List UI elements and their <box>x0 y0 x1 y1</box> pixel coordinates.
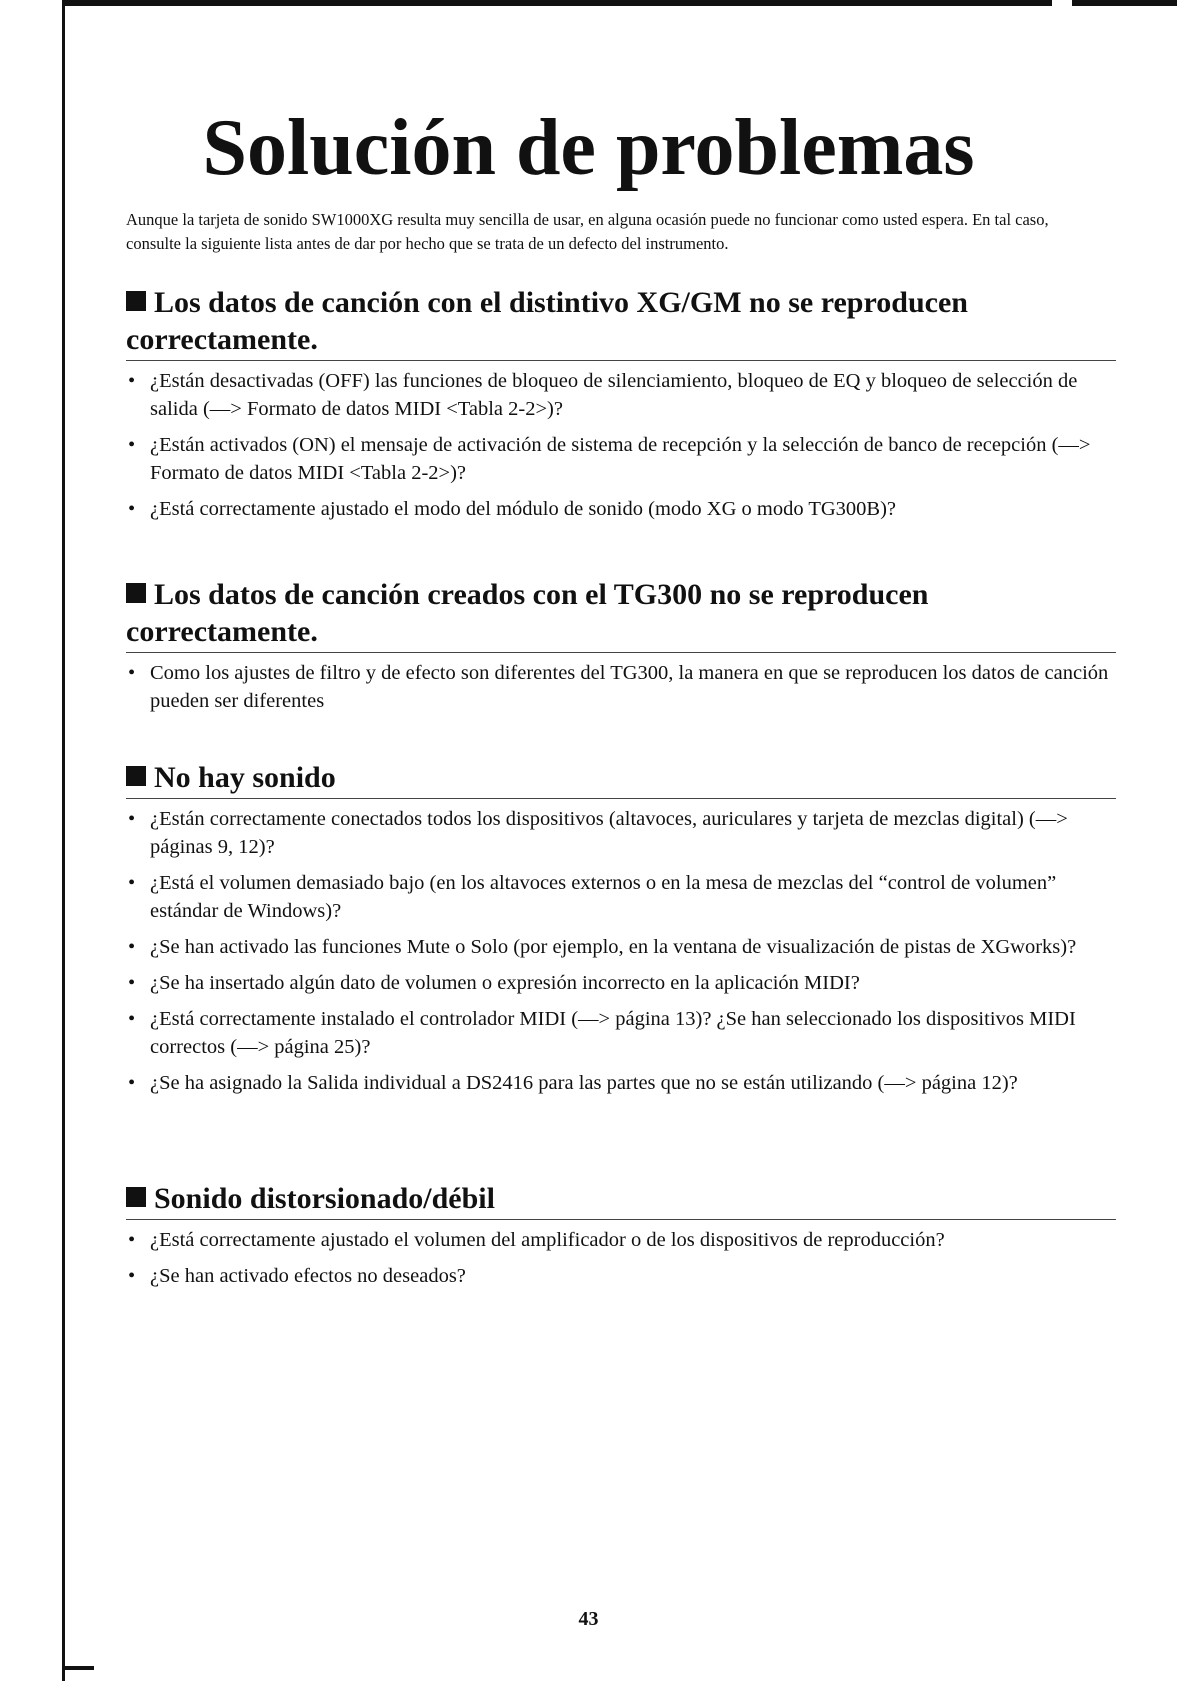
list-item-text: ¿Está correctamente ajustado el modo del módulo de sonido (modo XG o modo TG300B)? <box>150 498 896 520</box>
list-item <box>126 659 1116 715</box>
section-no-sound <box>126 759 1116 1105</box>
section-heading-text: Los datos de canción creados con el TG300 no se reproducen correctamente. <box>126 578 929 648</box>
bullet-icon: • <box>128 370 136 392</box>
bullet-icon: • <box>128 808 136 830</box>
scan-border-top-right <box>1072 0 1177 6</box>
section-heading <box>126 1180 1116 1220</box>
bullet-icon: • <box>128 434 136 456</box>
scan-border-left <box>62 0 65 1681</box>
item-list <box>126 1226 1116 1290</box>
item-list <box>126 367 1116 523</box>
section-heading-text: Sonido distorsionado/débil <box>154 1182 495 1215</box>
bullet-icon: • <box>128 872 136 894</box>
list-item <box>126 1005 1116 1061</box>
list-item-text: ¿Están correctamente conectados todos los dispositivos (altavoces, auriculares y tarjeta de mezclas digital) (—> páginas 9, 12)? <box>150 808 1068 858</box>
square-bullet-icon <box>126 583 146 603</box>
list-item-text: ¿Se ha asignado la Salida individual a DS2416 para las partes que no se están utilizando (—> página 12)? <box>150 1072 1018 1094</box>
item-list <box>126 659 1116 715</box>
list-item <box>126 431 1116 487</box>
list-item <box>126 933 1116 961</box>
square-bullet-icon <box>126 291 146 311</box>
section-distorted-sound <box>126 1180 1116 1298</box>
list-item <box>126 1226 1116 1254</box>
section-tg300 <box>126 576 1116 723</box>
scan-border-foot <box>62 1666 94 1670</box>
list-item-text: ¿Está correctamente instalado el controlador MIDI (—> página 13)? ¿Se han seleccionado los dispositivos MIDI correctos (—> página 25)? <box>150 1008 1076 1058</box>
square-bullet-icon <box>126 766 146 786</box>
list-item-text: ¿Están activados (ON) el mensaje de activación de sistema de recepción y la selección de banco de recepción (—> Formato de datos MIDI <Tabla 2-2>)? <box>150 434 1091 484</box>
section-heading <box>126 576 1116 653</box>
bullet-icon: • <box>128 1229 136 1251</box>
list-item-text: ¿Se ha insertado algún dato de volumen o expresión incorrecto en la aplicación MIDI? <box>150 972 860 994</box>
list-item-text: ¿Están desactivadas (OFF) las funciones de bloqueo de silenciamiento, bloqueo de EQ y bloqueo de selección de salida (—> Formato de datos MIDI <Tabla 2-2>)? <box>150 370 1078 420</box>
square-bullet-icon <box>126 1187 146 1207</box>
scan-border-top <box>62 0 1052 6</box>
list-item-text: ¿Se han activado efectos no deseados? <box>150 1265 466 1287</box>
bullet-icon: • <box>128 1265 136 1287</box>
list-item <box>126 869 1116 925</box>
section-heading <box>126 284 1116 361</box>
bullet-icon: • <box>128 1008 136 1030</box>
section-xg-gm <box>126 284 1116 531</box>
bullet-icon: • <box>128 1072 136 1094</box>
list-item <box>126 367 1116 423</box>
section-heading-text: No hay sonido <box>154 761 336 794</box>
list-item-text: ¿Se han activado las funciones Mute o Solo (por ejemplo, en la ventana de visualización de pistas de XGworks)? <box>150 936 1077 958</box>
list-item <box>126 1069 1116 1097</box>
bullet-icon: • <box>128 662 136 684</box>
list-item-text: ¿Está correctamente ajustado el volumen del amplificador o de los dispositivos de reproducción? <box>150 1229 945 1251</box>
list-item <box>126 1262 1116 1290</box>
bullet-icon: • <box>128 972 136 994</box>
list-item <box>126 495 1116 523</box>
section-heading <box>126 759 1116 799</box>
list-item-text: ¿Está el volumen demasiado bajo (en los altavoces externos o en la mesa de mezclas del “control de volumen” estándar de Windows)? <box>150 872 1057 922</box>
list-item <box>126 969 1116 997</box>
intro-paragraph: Aunque la tarjeta de sonido SW1000XG resulta muy sencilla de usar, en alguna ocasión puede no funcionar como usted espera. En tal caso, consulte la siguiente lista antes de dar por hecho que se trata de un defecto del instrumento. <box>126 210 1049 253</box>
page-title: Solución de problemas <box>202 104 975 192</box>
list-item-text: Como los ajustes de filtro y de efecto son diferentes del TG300, la manera en que se reproducen los datos de canción pueden ser diferentes <box>150 662 1109 712</box>
bullet-icon: • <box>128 498 136 520</box>
section-heading-text: Los datos de canción con el distintivo XG/GM no se reproducen correctamente. <box>126 286 968 356</box>
list-item <box>126 805 1116 861</box>
item-list <box>126 805 1116 1097</box>
bullet-icon: • <box>128 936 136 958</box>
page-number: 43 <box>578 1608 599 1630</box>
